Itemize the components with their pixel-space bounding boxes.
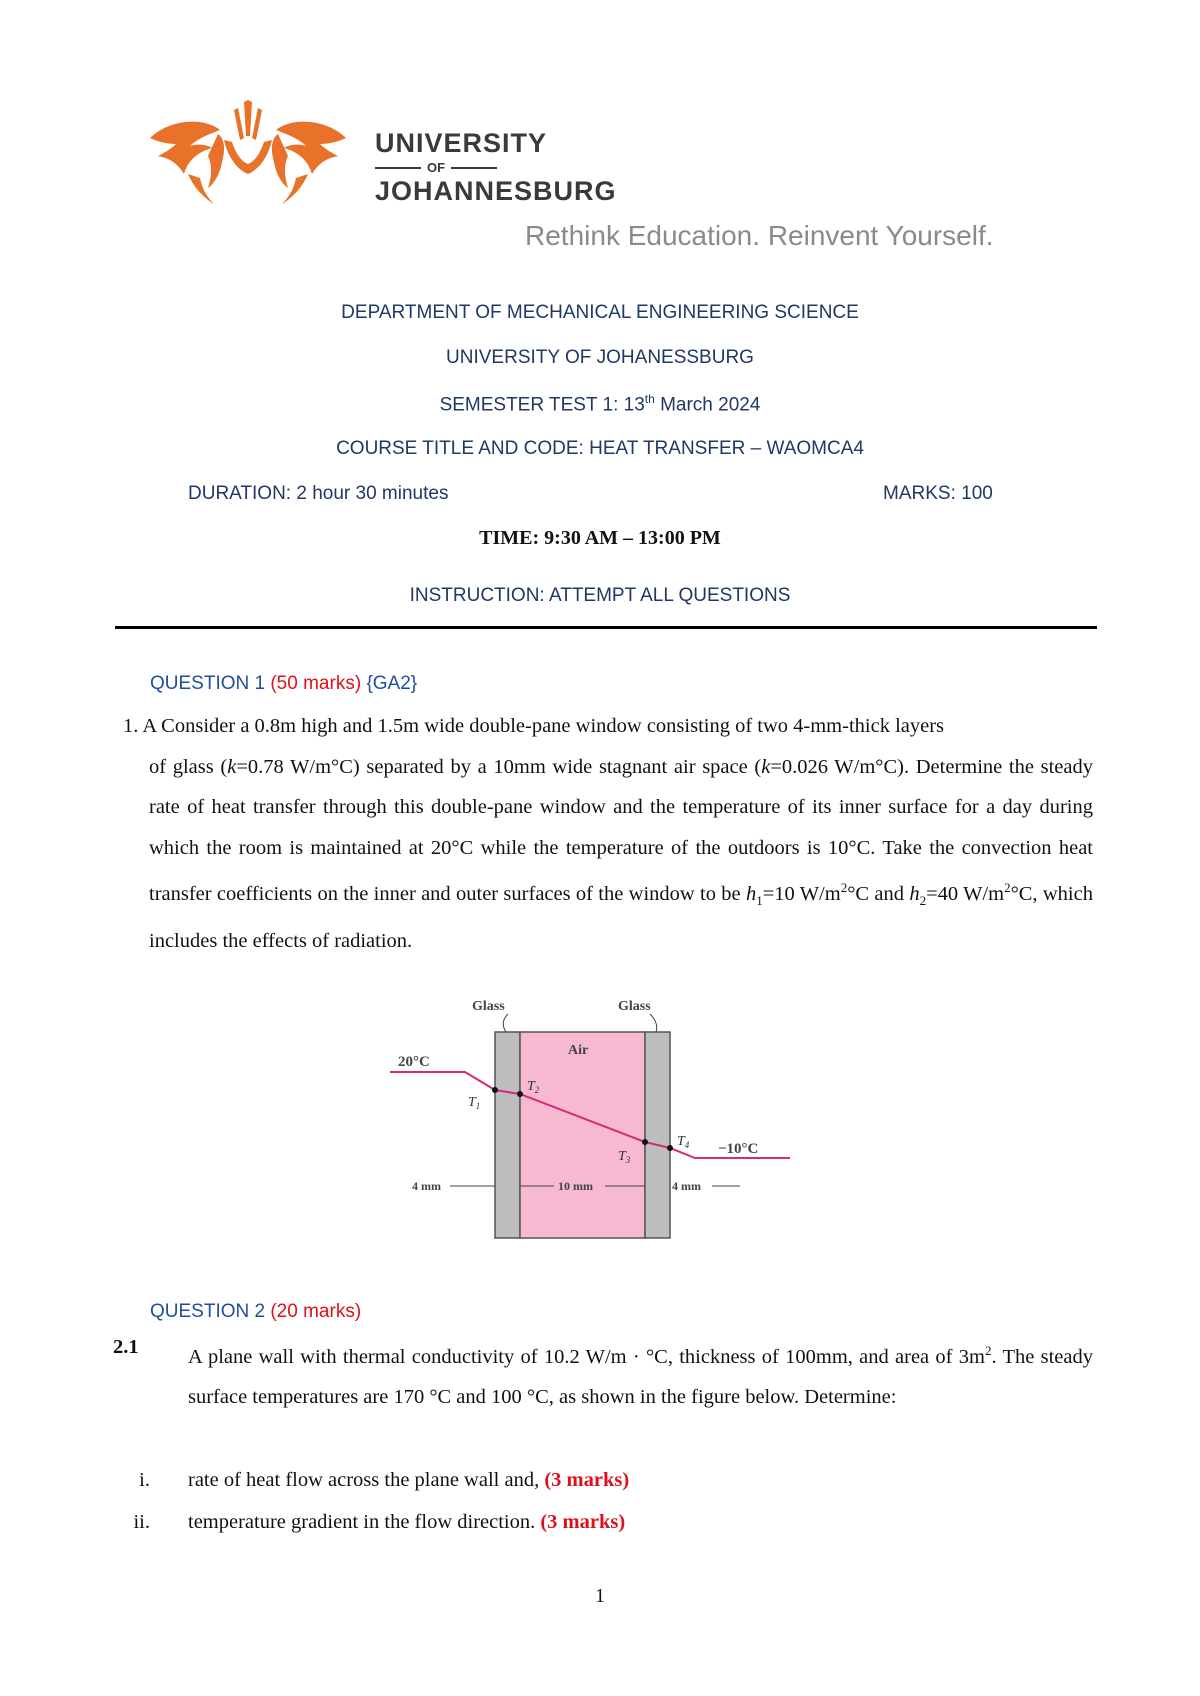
double-pane-window-figure bbox=[390, 990, 820, 1245]
t3-symbol: T bbox=[618, 1149, 626, 1164]
question1-heading bbox=[150, 673, 417, 695]
divider bbox=[375, 167, 421, 169]
question2-heading bbox=[150, 1301, 361, 1323]
question1-number: 1. bbox=[123, 715, 139, 737]
instruction-line: INSTRUCTION: ATTEMPT ALL QUESTIONS bbox=[409, 585, 791, 606]
question1-title: QUESTION 1 bbox=[150, 673, 266, 694]
t3-point bbox=[642, 1139, 648, 1145]
h2-symbol: h bbox=[909, 882, 920, 905]
sub-item-i-text: rate of heat flow across the plane wall and, bbox=[188, 1469, 545, 1491]
horizontal-rule bbox=[115, 626, 1097, 629]
inside-temp-label: 20°C bbox=[398, 1054, 430, 1070]
glass-left-label: Glass bbox=[472, 999, 505, 1014]
question2-title: QUESTION 2 bbox=[150, 1301, 266, 1322]
tagline: Rethink Education. Reinvent Yourself. bbox=[525, 220, 994, 251]
department-line: DEPARTMENT OF MECHANICAL ENGINEERING SCIENCE bbox=[341, 302, 859, 323]
university-name-of: OF bbox=[427, 160, 446, 175]
test-date-prefix: SEMESTER TEST 1: 13 bbox=[439, 394, 645, 416]
university-name-line3: JOHANNESBURG bbox=[375, 176, 617, 206]
h1-sup: 2 bbox=[840, 880, 848, 895]
question2-text-2: . The steady surface temperatures are 170 °C and 100 °C, as shown in the figure below. Determine: bbox=[188, 1345, 1093, 1409]
h1-value: =10 W/m bbox=[762, 882, 841, 905]
dim-left-label: 4 mm bbox=[412, 1179, 441, 1193]
question1-text-b1: of glass ( bbox=[149, 755, 228, 778]
outside-temp-label: −10°C bbox=[718, 1141, 759, 1157]
h1-unit: °C and bbox=[847, 882, 910, 905]
h2-unit: °C, which includes the effects of radiation. bbox=[149, 882, 1093, 953]
right-glass-pane bbox=[645, 1032, 670, 1238]
t3-sub: 3 bbox=[625, 1155, 631, 1165]
page-number: 1 bbox=[595, 1585, 605, 1607]
t2-symbol: T bbox=[527, 1079, 535, 1094]
t1-sub: 1 bbox=[475, 1101, 481, 1111]
t2-sub: 2 bbox=[534, 1085, 540, 1095]
sub-item-i bbox=[188, 1469, 629, 1492]
t4-label bbox=[677, 1134, 690, 1150]
h2-sub: 2 bbox=[919, 892, 927, 908]
marks-line: MARKS: 100 bbox=[883, 483, 993, 504]
divider bbox=[451, 167, 497, 169]
university-name bbox=[375, 128, 617, 207]
t1-label bbox=[468, 1095, 480, 1111]
h2-sup: 2 bbox=[1004, 880, 1011, 895]
sub-item-ii-text: temperature gradient in the flow direction. bbox=[188, 1511, 541, 1533]
course-line: COURSE TITLE AND CODE: HEAT TRANSFER – WAOMCA4 bbox=[336, 438, 864, 459]
dim-mid-label: 10 mm bbox=[558, 1179, 593, 1193]
test-date-suffix: March 2024 bbox=[654, 394, 761, 416]
question1-text-b3: =0.026 W/m°C). Determine the steady rate of heat transfer through this double-pane window and the temperature of its inner surface for a day during which the room is maintained at 20°C while the temperature of the outdoors is 10°C. Take the convection heat transfer coefficients on the inner and outer surfaces of the window to be bbox=[149, 755, 1094, 905]
question2-sup: 2 bbox=[984, 1343, 992, 1358]
dim-right-label: 4 mm bbox=[672, 1179, 701, 1193]
university-logo-icon bbox=[148, 100, 348, 210]
left-glass-pane bbox=[495, 1032, 520, 1238]
question1-first-line bbox=[123, 706, 1093, 747]
t4-point bbox=[667, 1145, 673, 1151]
question1-marks: (50 marks) bbox=[270, 673, 362, 694]
h2-value: =40 W/m bbox=[926, 882, 1005, 905]
t1-point bbox=[492, 1087, 498, 1093]
sub-item-i-number: i. bbox=[139, 1469, 150, 1491]
leader-line bbox=[650, 1014, 657, 1032]
t2-point bbox=[517, 1091, 523, 1097]
sub-item-ii-number: ii. bbox=[133, 1511, 150, 1533]
air-label: Air bbox=[568, 1043, 589, 1058]
question2-item-body bbox=[188, 1331, 1093, 1418]
sub-item-i-marks: (3 marks) bbox=[544, 1469, 630, 1491]
t4-sub: 4 bbox=[684, 1140, 690, 1150]
t4-symbol: T bbox=[677, 1134, 685, 1149]
sub-item-ii bbox=[188, 1511, 625, 1534]
question1-body bbox=[123, 706, 1093, 962]
university-name-line2 bbox=[375, 160, 617, 175]
question1-tag: {GA2} bbox=[366, 673, 418, 694]
sub-item-ii-marks: (3 marks) bbox=[540, 1511, 626, 1533]
time-line: TIME: 9:30 AM – 13:00 PM bbox=[479, 527, 721, 549]
test-date-line bbox=[0, 392, 1200, 416]
question1-text-b2: =0.78 W/m°C) separated by a 10mm wide stagnant air space ( bbox=[236, 755, 762, 778]
h1-sub: 1 bbox=[756, 892, 763, 908]
university-name-line1: UNIVERSITY bbox=[375, 128, 548, 158]
leader-line bbox=[503, 1014, 508, 1032]
duration-line: DURATION: 2 hour 30 minutes bbox=[188, 483, 449, 504]
t1-symbol: T bbox=[468, 1095, 476, 1110]
question1-text-a: A Consider a 0.8m high and 1.5m wide double-pane window consisting of two 4-mm-thick layers bbox=[138, 715, 945, 737]
test-date-sup: th bbox=[644, 392, 655, 406]
university-line: UNIVERSITY OF JOHANESSBURG bbox=[446, 347, 754, 368]
question2-marks: (20 marks) bbox=[270, 1301, 362, 1322]
k-symbol: k bbox=[227, 755, 237, 778]
glass-right-label: Glass bbox=[618, 999, 651, 1014]
h1-symbol: h bbox=[745, 882, 757, 905]
k-symbol: k bbox=[761, 755, 771, 778]
question2-item-number: 2.1 bbox=[113, 1336, 139, 1358]
question1-rest bbox=[123, 747, 1093, 962]
question2-text-1: A plane wall with thermal conductivity of 10.2 W/m · °C, thickness of 100mm, and area of 3m bbox=[188, 1345, 985, 1368]
